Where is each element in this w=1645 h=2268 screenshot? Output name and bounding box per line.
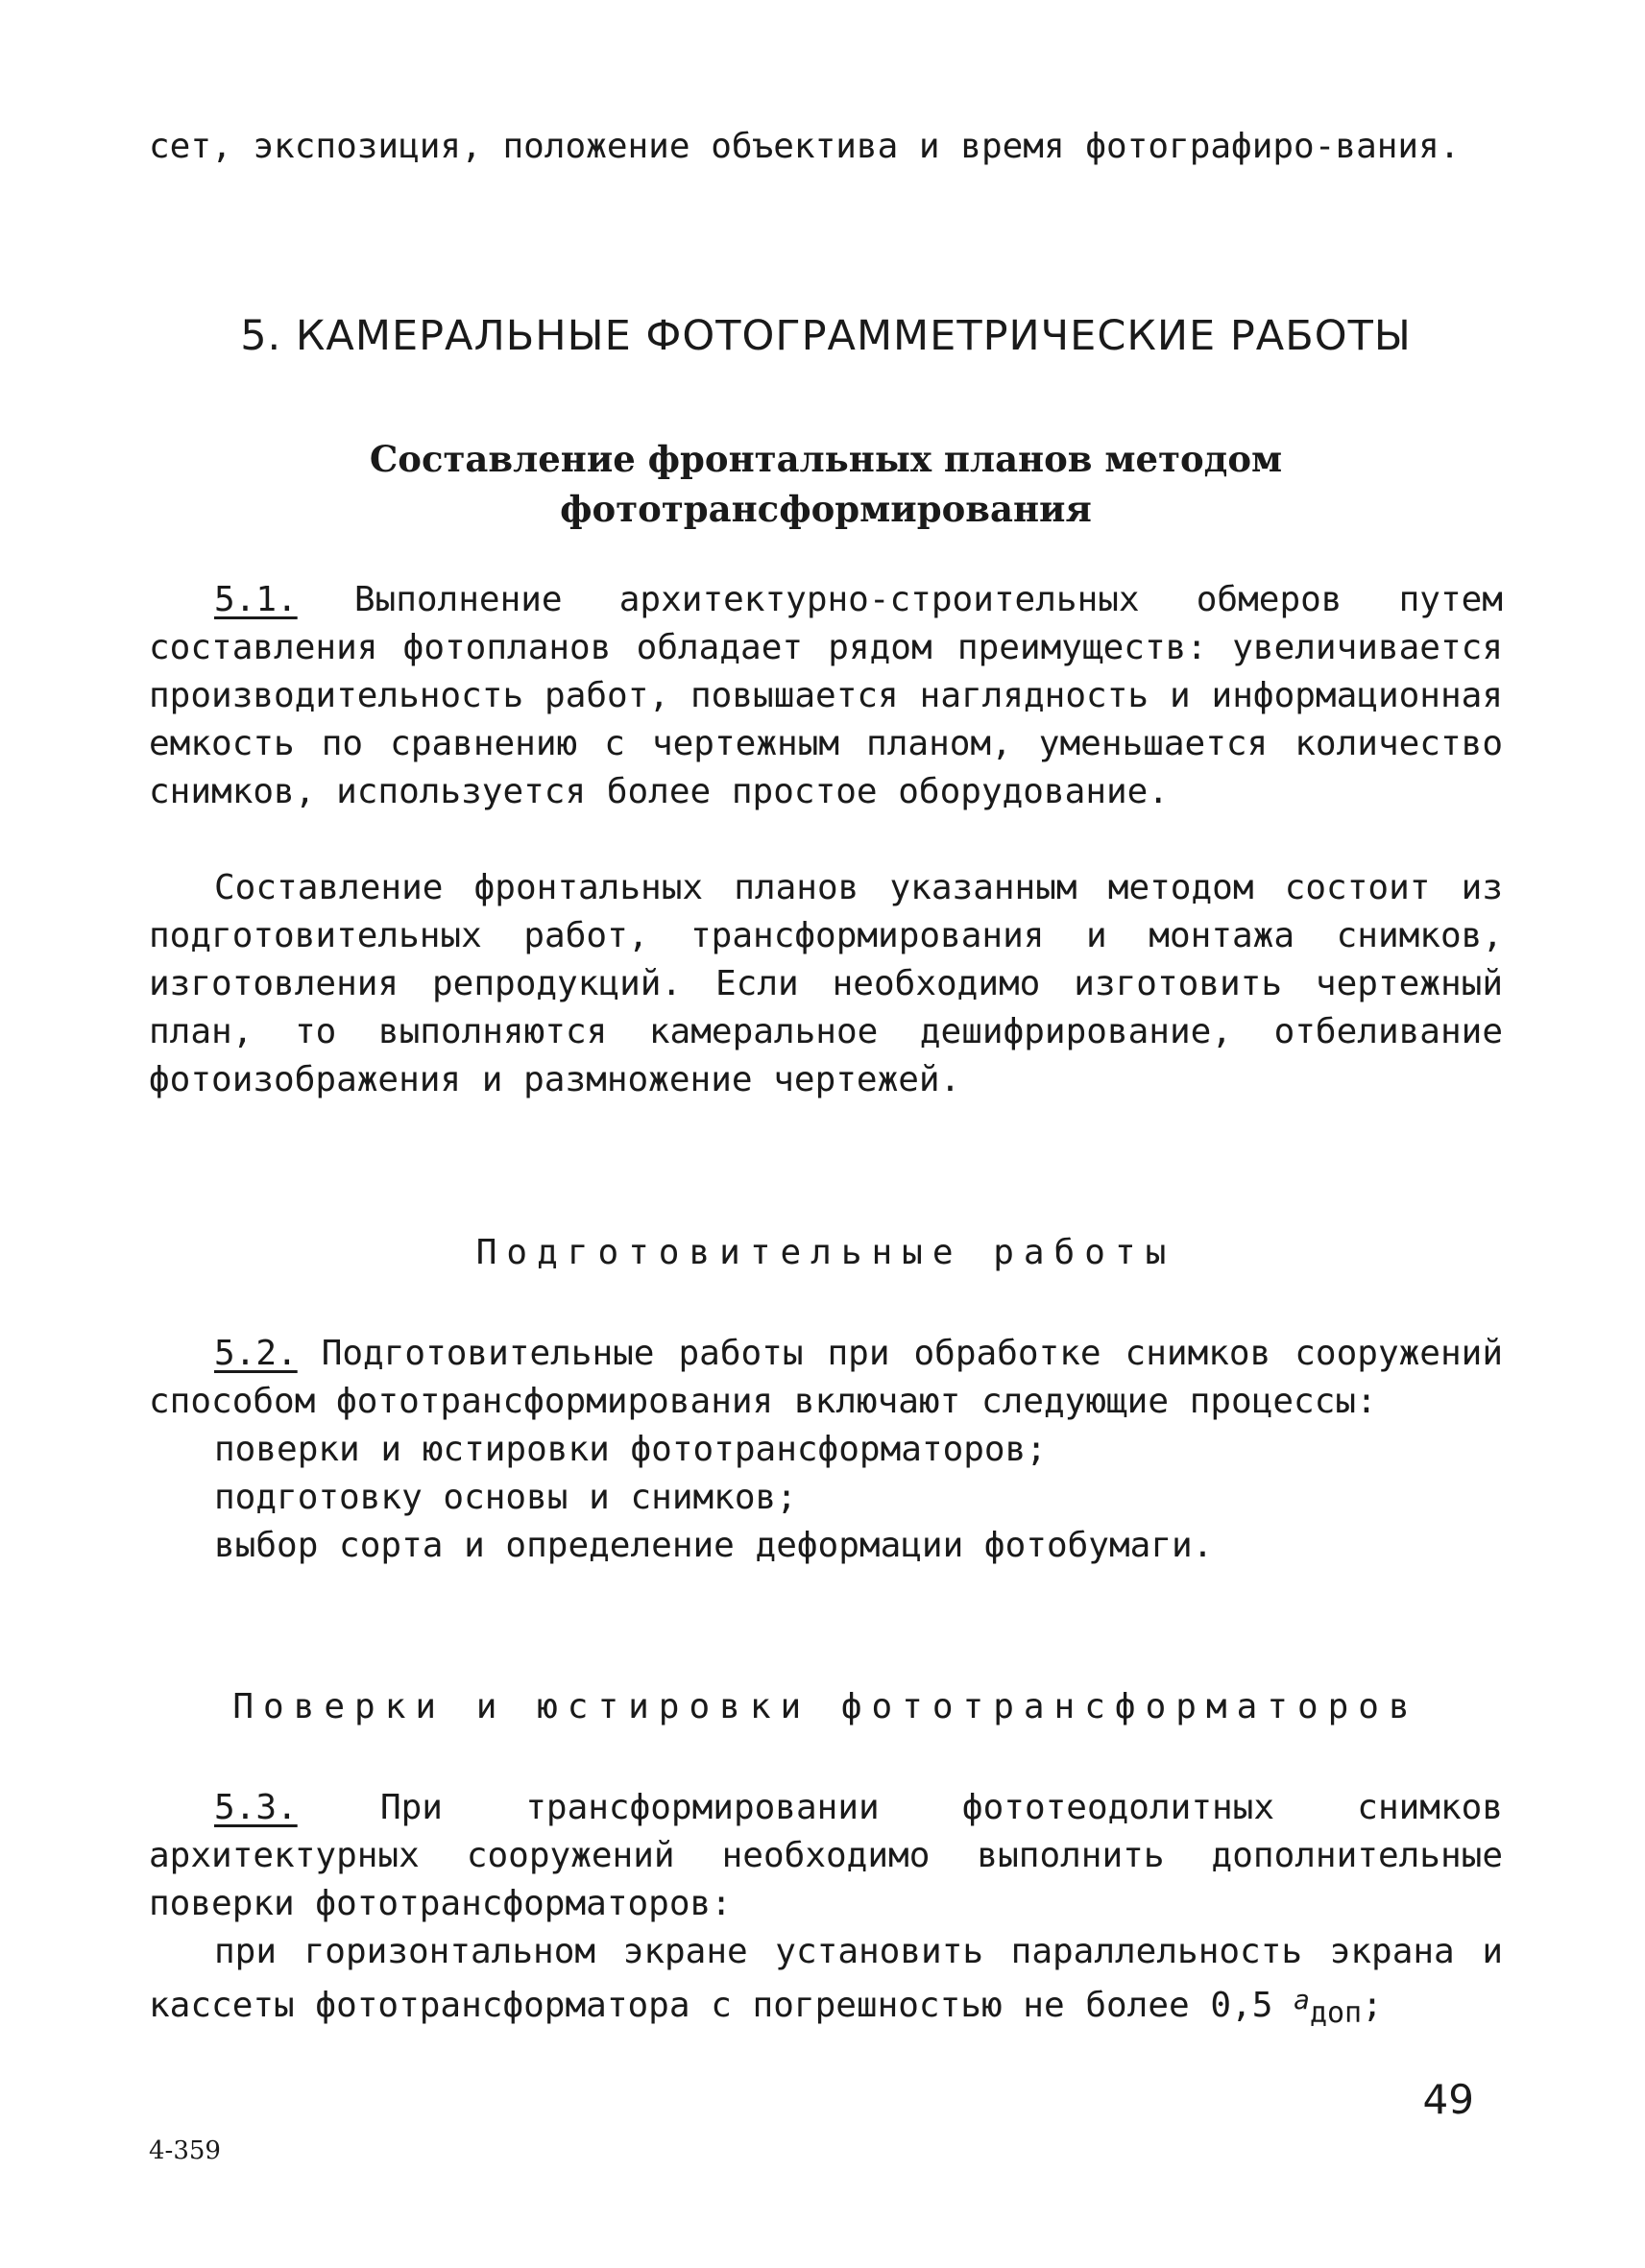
continuation-text-content: сет, экспозиция, положение объектива и время фотографиро-вания. xyxy=(149,127,1461,166)
paragraph-5-1 xyxy=(149,576,1503,816)
paragraph-5-3 xyxy=(149,1784,1503,1928)
paragraph-5-1-continued-text: Составление фронтальных планов указанным методом состоит из подготовительных работ, трансформирования и монтажа снимков, изготовления репродукций. Если необходимо изготовить чертежный план, то выполняются камеральное дешифрирование, отбеливание фотоизображения и размножение чертежей. xyxy=(149,868,1503,1099)
paragraph-5-3-continued-text: при горизонтальном экране установить параллельность экрана и кассеты фототрансформатора с погрешностью не более 0,5 xyxy=(149,1932,1503,2025)
subsection-title-preparatory-work: Подготовительные работы xyxy=(475,1233,1176,1272)
paragraph-5-3-text: При трансформировании фототеодолитных снимков архитектурных сооружений необходимо выполнить дополнительные поверки фототрансформаторов: xyxy=(149,1788,1503,1923)
footer-print-code: 4-359 xyxy=(149,2136,221,2165)
tolerance-subscript: доп xyxy=(1309,1996,1363,2030)
continuation-text xyxy=(149,123,1503,171)
subsection-title-frontal-plans xyxy=(149,434,1503,534)
paragraph-5-1-continued xyxy=(149,864,1503,1104)
subsection-title-line1: Составление фронтальных планов методом xyxy=(369,438,1283,480)
list-item: выбор сорта и определение деформации фотобумаги. xyxy=(214,1526,1214,1565)
list-item: подготовку основы и снимков; xyxy=(214,1478,797,1517)
page-number: 49 xyxy=(1422,2076,1474,2123)
paragraph-5-1-text: Выполнение архитектурно-строительных обмеров путем составления фотопланов обладает рядом преимуществ: увеличивается производительность работ, повышается наглядность и информационная емкость по сравнению с чертежным планом, уменьшается количество снимков, используется более простое оборудование. xyxy=(149,580,1503,811)
section-title: 5. КАМЕРАЛЬНЫЕ ФОТОГРАММЕТРИЧЕСКИЕ РАБОТЫ xyxy=(240,312,1412,360)
paragraph-number-5-3: 5.3. xyxy=(214,1788,298,1827)
list-item: поверки и юстировки фототрансформаторов; xyxy=(214,1430,1047,1469)
subsection-title-checks-adjustments: Поверки и юстировки фототрансформаторов xyxy=(232,1687,1419,1726)
paragraph-5-2-body xyxy=(149,1330,1503,1426)
paragraph-5-2 xyxy=(149,1330,1503,1570)
paragraph-5-2-text: Подготовительные работы при обработке снимков сооружений способом фототрансформирования включают следующие процессы: xyxy=(149,1334,1503,1421)
paragraph-5-3-continued xyxy=(149,1928,1503,2038)
tolerance-symbol: a xyxy=(1294,1984,1310,2015)
subsection-title-line2: фототрансформирования xyxy=(560,488,1092,530)
paragraph-number-5-1: 5.1. xyxy=(214,580,298,619)
sentence-end: ; xyxy=(1362,1986,1383,2025)
paragraph-number-5-2: 5.2. xyxy=(214,1334,298,1373)
